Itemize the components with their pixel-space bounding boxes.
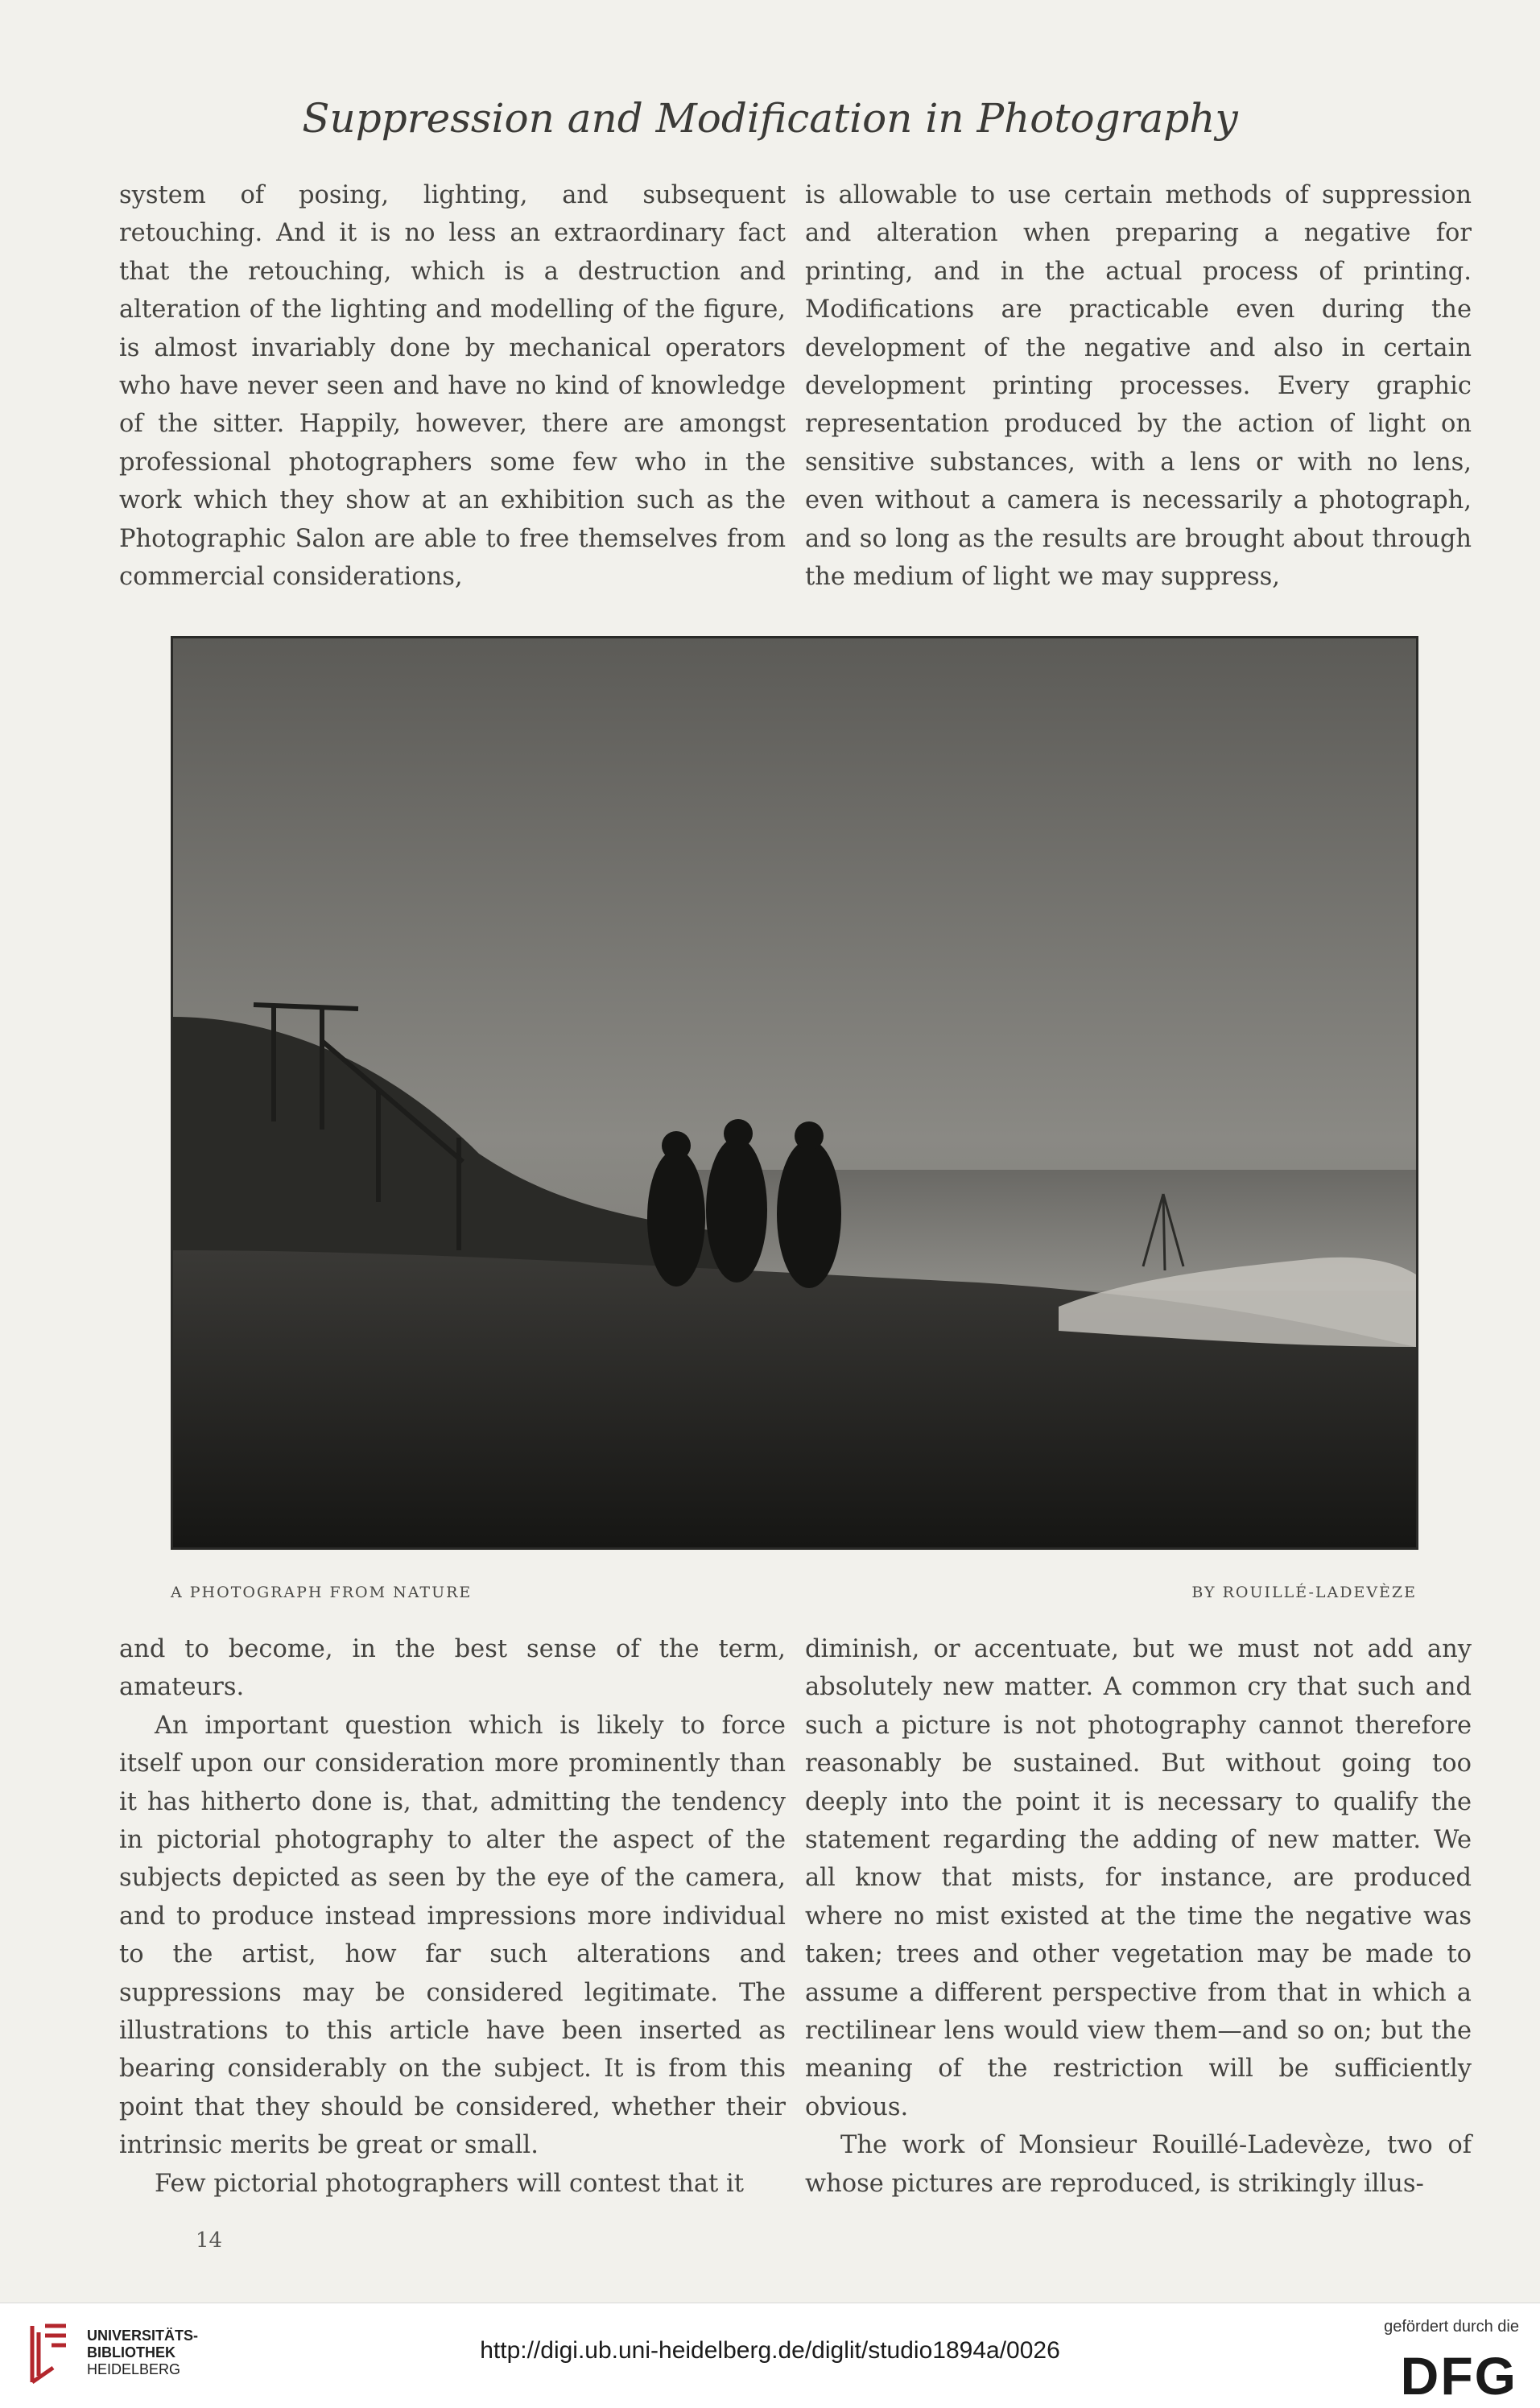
figure-caption-left: A PHOTOGRAPH FROM NATURE	[171, 1584, 473, 1601]
paragraph: is allowable to use certain methods of suppression and alteration when preparing a negative for printing, and in the actual process of printing. Modifications are practicable even during the development of the negative and also in certain development printing processes. Every graphic representation produced by the action of light on sensitive substances, with a lens or with no lens, even without a camera is necessarily a photograph, and so long as the results are brought about through the medium of light we may suppress,	[805, 181, 1472, 592]
paragraph: An important question which is likely to force itself upon our consideration more prominently than it has hitherto done is, that, admitting the tendency in pictorial photography to alter the aspect of the subjects depicted as seen by the eye of the camera, and to produce instead impressions more individual to the artist, how far such alterations and suppressions may be considered legitimate. The illustrations to this article have been inserted as bearing considerably on the subject. It is from this point that they should be considered, whether their intrinsic merits be great or small.	[119, 1711, 786, 2160]
landscape-photograph	[173, 638, 1416, 1547]
paragraph: and to become, in the best sense of the term, amateurs.	[119, 1635, 786, 1702]
text-column-top-left	[119, 176, 786, 596]
text-column-bottom-left	[119, 1630, 786, 2203]
text-column-top-right	[805, 176, 1472, 596]
text-column-bottom-right	[805, 1630, 1472, 2203]
photograph-plate	[171, 636, 1418, 1550]
paragraph: The work of Monsieur Rouillé-Ladevèze, two of whose pictures are reproduced, is strikingly illus-	[805, 2131, 1472, 2198]
library-name: UNIVERSITÄTS- BIBLIOTHEK HEIDELBERG	[87, 2327, 199, 2377]
paragraph: diminish, or accentuate, but we must not add any absolutely new matter. A common cry that such and such a picture is not photography cannot therefore reasonably be sustained. But without going too deeply into the point it is necessary to qualify the statement regarding the adding of new matter. We all know that mists, for instance, are produced where no mist existed at the time the negative was taken; trees and other vegetation may be made to assume a different perspective from that in which a rectilinear lens would view them—and so on; but the meaning of the restriction will be sufficiently obvious.	[805, 1635, 1472, 2121]
footer-bar	[0, 2303, 1540, 2408]
dfg-logo: DFG	[1400, 2346, 1517, 2406]
paragraph: system of posing, lighting, and subsequent retouching. And it is no less an extraordinary fact that the retouching, which is a destruction and alteration of the lighting and modelling of the figure, is almost invariably done by mechanical operators who have never seen and have no kind of knowledge of the sitter. Happily, however, there are amongst professional photographers some few who in the work which they show at an exhibition such as the Photographic Salon are able to free themselves from commercial considerations,	[119, 181, 786, 592]
page-number: 14	[196, 2228, 223, 2253]
funding-note: gefördert durch die	[1384, 2318, 1519, 2336]
page-title: Suppression and Modification in Photography	[302, 95, 1238, 142]
paragraph: Few pictorial photographers will contest that it	[155, 2169, 744, 2198]
figure-caption-right: BY ROUILLÉ-LADEVÈZE	[1191, 1584, 1417, 1601]
source-url-link[interactable]: http://digi.ub.uni-heidelberg.de/diglit/studio1894a/0026	[480, 2337, 1060, 2364]
